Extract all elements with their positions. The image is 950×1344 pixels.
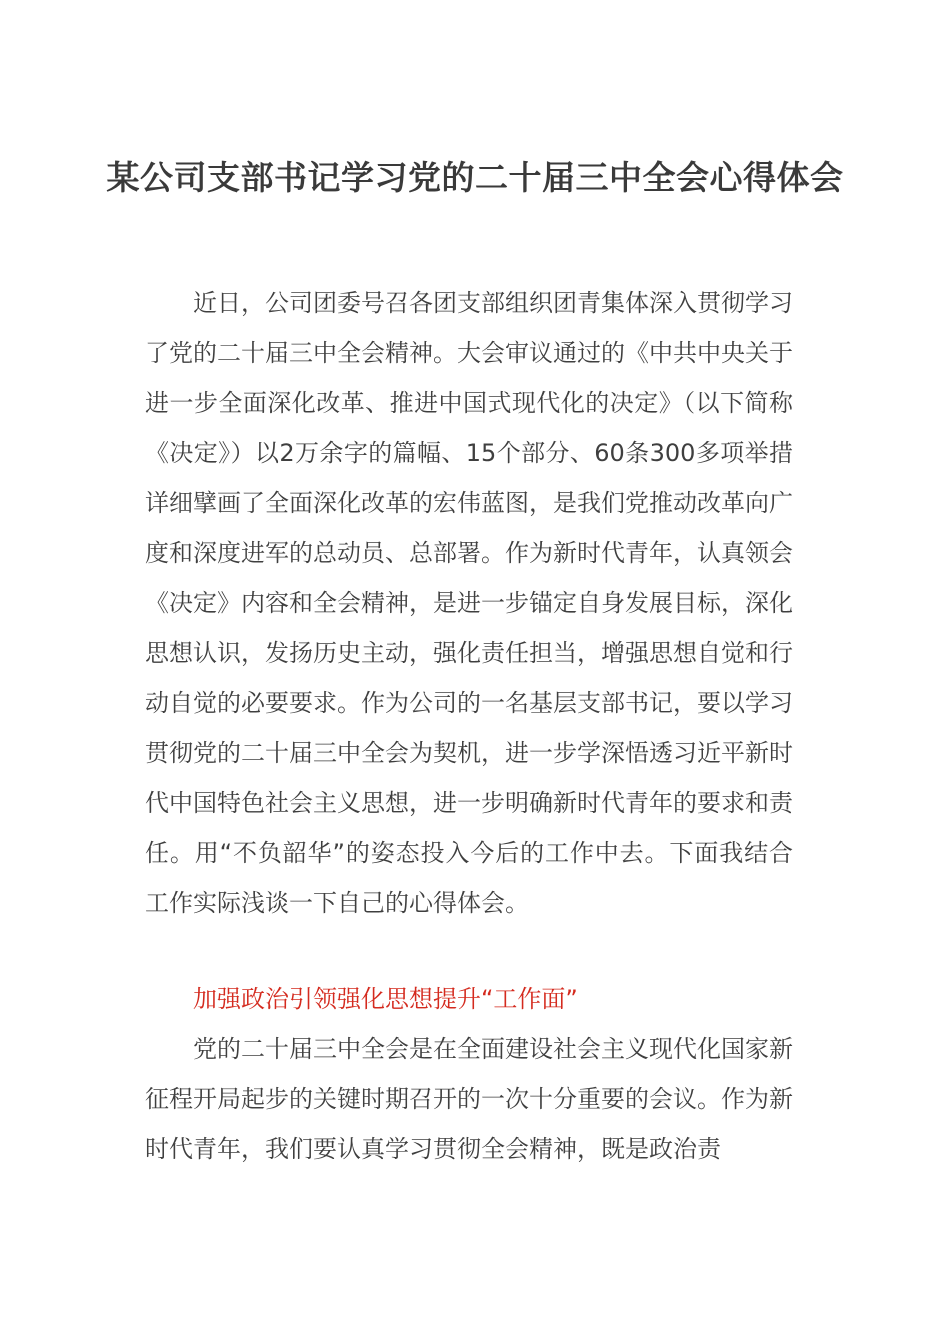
body-paragraph-1: 近日，公司团委号召各团支部组织团青集体深入贯彻学习了党的二十届三中全会精神。大会审议通过的《中共中央关于进一步全面深化改革、推进中国式现代化的决定》（以下简称《决定》）以2万余字的篇幅、15个部分、60条300多项举措详细擘画了全面深化改革的宏伟蓝图，是我们党推动改革向广度和深度进军的总动员、总部署。作为新时代青年，认真领会《决定》内容和全会精神，是进一步锚定自身发展目标，深化思想认识，发扬历史主动，强化责任担当，增强思想自觉和行动自觉的必要要求。作为公司的一名基层支部书记，要以学习贯彻党的二十届三中全会为契机，进一步学深悟透习近平新时代中国特色社会主义思想，进一步明确新时代青年的要求和责任。用“不负韶华”的姿态投入今后的工作中去。下面我结合工作实际浅谈一下自己的心得体会。 — [145, 289, 793, 917]
section-heading: 加强政治引领强化思想提升“工作面” — [193, 985, 578, 1013]
body-paragraph-2: 党的二十届三中全会是在全面建设社会主义现代化国家新征程开局起步的关键时期召开的一次十分重要的会议。作为新时代青年，我们要认真学习贯彻全会精神，既是政治责 — [145, 1035, 793, 1163]
document-title: 某公司支部书记学习党的二十届三中全会心得体会 — [106, 158, 844, 197]
